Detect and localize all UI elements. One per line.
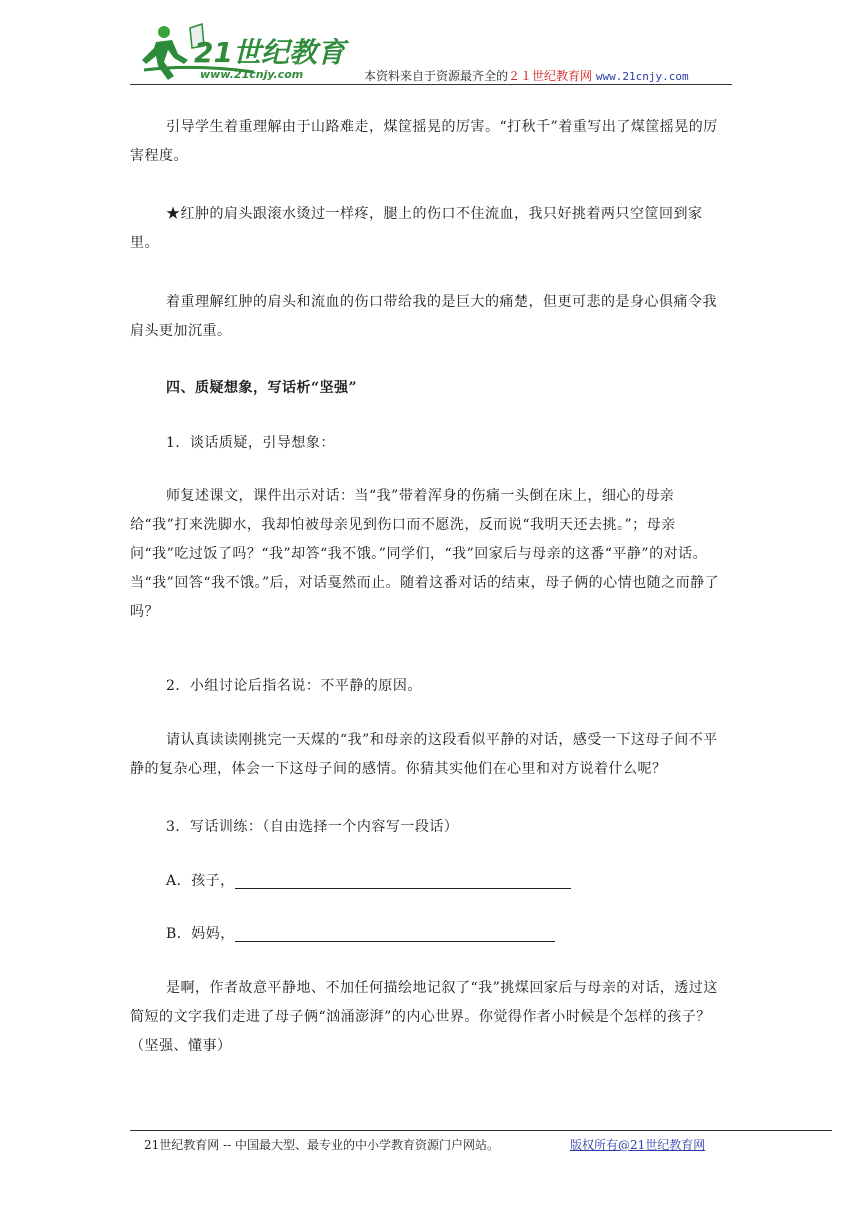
source-site-link[interactable]: ２１世纪教育网 — [508, 69, 593, 83]
copyright-link[interactable]: 版权所有@21世纪教育网 — [570, 1138, 706, 1152]
option-a-blank[interactable] — [235, 870, 571, 889]
list-item: 3．写话训练：（自由选择一个内容写一段话） — [166, 819, 459, 835]
list-item: 1．谈话质疑，引导想象： — [166, 435, 335, 451]
header-divider — [130, 84, 732, 85]
list-item: 2．小组讨论后指名说：不平静的原因。 — [166, 678, 422, 694]
page-header — [130, 18, 732, 86]
paragraph: 师复述课文，课件出示对话：当“我”带着浑身的伤痛一头倒在床上，细心的母亲给“我”打来洗脚水，我却怕被母亲见到伤口而不愿洗，反而说“我明天还去挑。”；母亲问“我”吃过饭了吗？“我”却答“我不饿。”同学们，“我”回家后与母亲的这番“平静”的对话。当“我”回答“我不饿。”后，对话戛然而止。随着这番对话的结束，母子俩的心情也随之而静了吗？ — [130, 488, 720, 620]
option-a — [130, 867, 730, 896]
paragraph: 引导学生着重理解由于山路难走，煤筐摇晃的厉害。“打秋千”着重写出了煤筐摇晃的厉害程度。 — [130, 119, 718, 164]
option-a-label: A．孩子， — [166, 873, 235, 889]
footer-note: 21世纪教育网 -- 中国最大型、最专业的中小学教育资源门户网站。 — [144, 1138, 500, 1152]
site-logo — [134, 20, 354, 84]
source-note — [364, 67, 689, 84]
footer-divider — [130, 1130, 832, 1131]
option-b — [130, 920, 730, 949]
paragraph: 着重理解红肿的肩头和流血的伤口带给我的是巨大的痛楚，但更可悲的是身心俱痛令我肩头更加沉重。 — [130, 294, 717, 339]
source-prefix: 本资料来自于资源最齐全的 — [364, 69, 509, 83]
svg-text:21世纪教育: 21世纪教育 — [194, 36, 345, 69]
section-heading: 四、质疑想象，写话析“坚强” — [166, 380, 358, 396]
option-b-label: B．妈妈， — [166, 926, 235, 942]
svg-text:www.21cnjy.com: www.21cnjy.com — [200, 68, 304, 81]
option-b-blank[interactable] — [235, 923, 555, 942]
source-url-link[interactable]: www.21cnjy.com — [595, 70, 689, 83]
quote-paragraph: ★红肿的肩头跟滚水烫过一样疼，腿上的伤口不住流血，我只好挑着两只空筐回到家里。 — [130, 206, 703, 251]
paragraph: 是啊，作者故意平静地、不加任何描绘地记叙了“我”挑煤回家后与母亲的对话，透过这简短的文字我们走进了母子俩“汹涌澎湃”的内心世界。你觉得作者小时候是个怎样的孩子？（坚强、懂事） — [130, 980, 718, 1054]
paragraph: 请认真读读刚挑完一天煤的“我”和母亲的这段看似平静的对话，感受一下这母子间不平静的复杂心理，体会一下这母子间的感情。你猜其实他们在心里和对方说着什么呢？ — [130, 732, 718, 777]
